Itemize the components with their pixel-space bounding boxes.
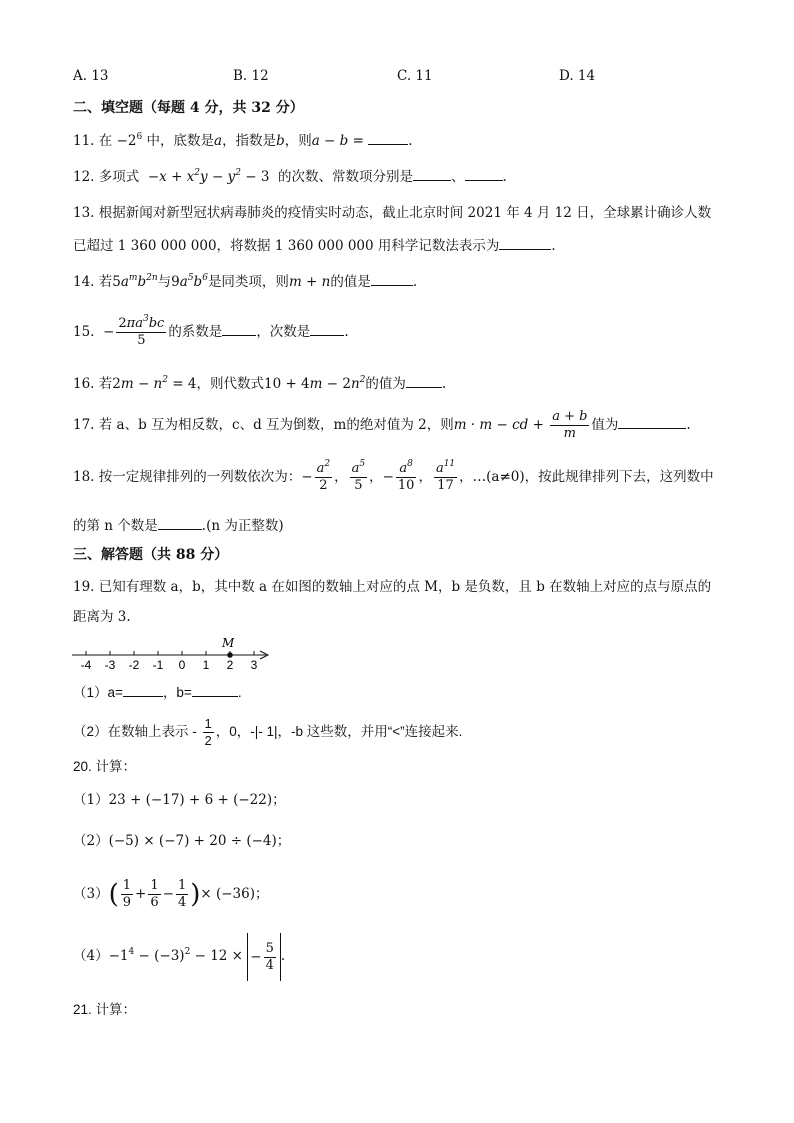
question-19-line-1: 19. 已知有理数 a，b，其中数 a 在如图的数轴上对应的点 M，b 是负数，且 b 在数轴上对应的点与原点的 <box>73 579 712 595</box>
option-d: D. 14 <box>559 68 596 84</box>
question-14: 14. 若$5a^mb^{2n}$与$9a^5b^6$是同类项，则m + n的值是 . <box>73 273 418 290</box>
answer-blank[interactable] <box>465 166 503 181</box>
axis-tick-label: 2 <box>226 658 234 672</box>
answer-blank[interactable] <box>406 373 442 388</box>
axis-tick-label: 0 <box>178 658 186 672</box>
answer-blank[interactable] <box>499 235 551 250</box>
question-12: 12. 多项式 $-x + x^2y - y^2 - 3$ 的次数、常数项分别是 、 . <box>73 168 507 185</box>
axis-tick-label: -1 <box>152 658 164 672</box>
question-20-part-2: （2）(−5) × (−7) + 20 ÷ (−4)； <box>73 833 291 849</box>
question-19-part-1: （1）a= ，b= . <box>73 682 242 703</box>
answer-blank[interactable] <box>618 414 686 429</box>
option-a: A. 13 <box>73 68 109 84</box>
answer-blank[interactable] <box>368 130 408 145</box>
section-solutions-heading: 三、解答题（共 88 分） <box>73 547 229 563</box>
axis-tick-label: -2 <box>128 658 140 672</box>
option-b: B. 12 <box>233 68 269 84</box>
question-13-line-1: 13. 根据新闻对新型冠状病毒肺炎的疫情实时动态，截止北京时间 2021 年 4 月 12 日，全球累计确诊人数 <box>73 205 712 221</box>
question-16: 16. 若$2m - n^2 = 4$，则代数式$10 + 4m - 2n^2$的值为 . <box>73 375 447 392</box>
question-13-line-2: 已超过 1 360 000 000，将数据 1 360 000 000 用科学记数法表示为 . <box>73 235 556 256</box>
question-20-part-1: （1）23 + (−17) + 6 + (−22)； <box>73 792 286 808</box>
answer-blank[interactable] <box>310 321 344 336</box>
point-m-label: M <box>222 636 235 650</box>
axis-tick-label: 1 <box>202 658 210 672</box>
axis-tick-label: -4 <box>80 658 92 672</box>
question-21-title: 21. 计算： <box>73 1002 137 1017</box>
question-19-line-2: 距离为 3. <box>73 609 131 625</box>
question-18-line-1: 18. 按一定规律排列的一列数依次为：− $\frac{a^2}{2}$ ， $\frac{a^5}{5}$ ，− $\frac{a^8}{10}$ ， $\frac{a^{11}}{17}$ ，…(a≠0)，按此规律排列下去，这列数中 <box>73 459 714 493</box>
answer-blank[interactable] <box>413 166 451 181</box>
answer-options <box>73 66 723 86</box>
question-20-title: 20. 计算： <box>73 759 137 774</box>
question-20-part-4: $(4)-1^4 - (-3)^2 - 12$ × − $\frac{5}{4}$ . <box>73 932 285 981</box>
axis-tick-label: -3 <box>104 658 116 672</box>
answer-blank[interactable] <box>192 682 238 697</box>
question-11: 11. 在 $-2^6$ 中，底数是a，指数是b，则a − b = . <box>73 132 413 149</box>
section-fill-in-heading: 二、填空题（每题 4 分，共 32 分） <box>73 100 304 116</box>
point-m <box>227 652 233 658</box>
answer-blank[interactable] <box>222 321 256 336</box>
answer-blank[interactable] <box>158 515 202 530</box>
option-c: C. 11 <box>397 68 433 84</box>
axis-tick-label: 3 <box>250 658 258 672</box>
question-20-part-3: （3）( $\frac{1}{9}$ + $\frac{1}{6}$ − $\frac{1}{4}$ )× (−36)； <box>73 878 269 910</box>
answer-blank[interactable] <box>123 682 163 697</box>
question-15: 15. − $\frac{2\pi a^3bc}{5}$ 的系数是 ，次数是 . <box>73 314 349 348</box>
answer-blank[interactable] <box>371 271 413 286</box>
question-19-part-2: （2）在数轴上表示 - $\frac{1}{2}$ ，0，-|- 1|，-b 这些数，并用“<”连接起来. <box>73 715 463 748</box>
number-line <box>70 633 280 673</box>
question-18-line-2: 的第 n 个数是 .(n 为正整数) <box>73 515 284 536</box>
question-17: 17. 若 a、b 互为相反数，c、d 互为倒数，m的绝对值为 2，则m · m − cd + $\frac{a + b}{m}$ 值为 . <box>73 409 691 441</box>
